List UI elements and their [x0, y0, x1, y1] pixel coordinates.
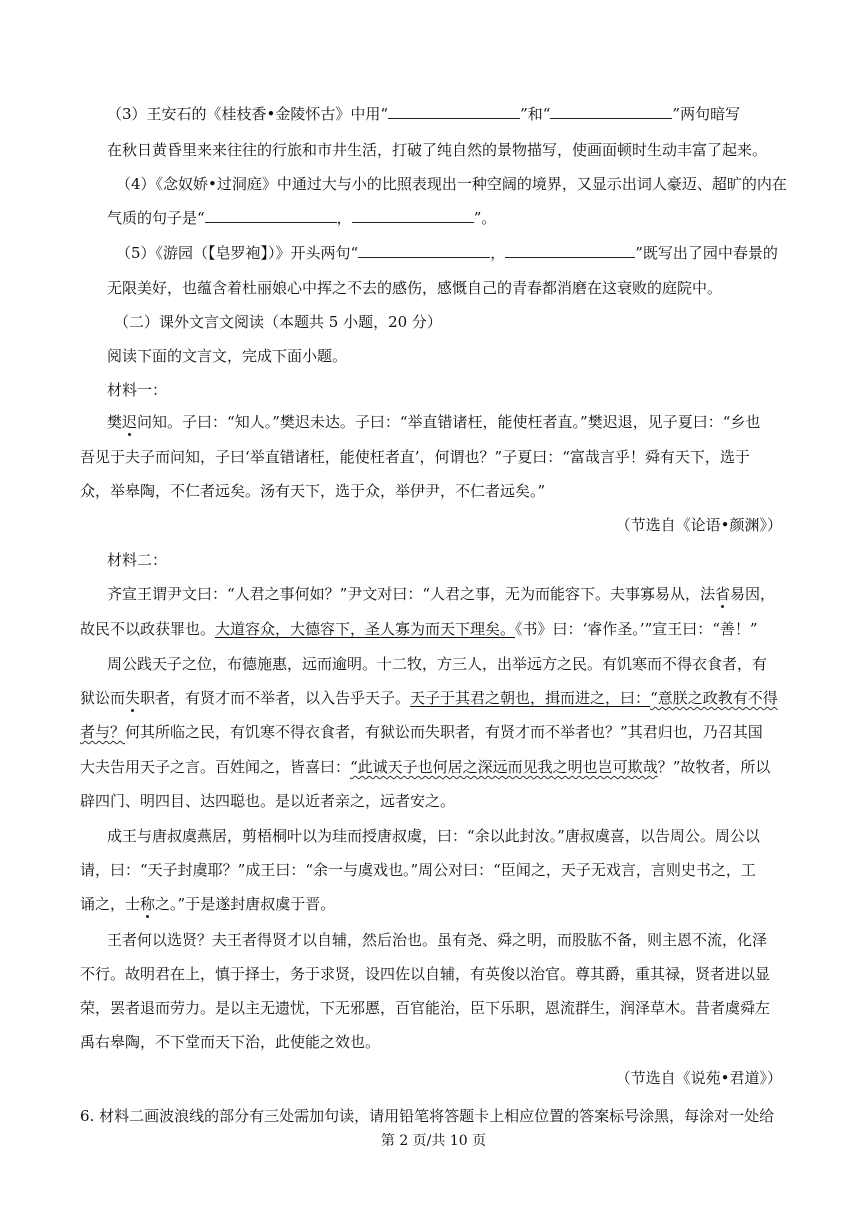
m2-text: 狱讼而 [80, 689, 126, 707]
m2-p4-line-3: 荣，罢者退而劳力。是以主无遗忧，下无邪慝，百官能治，臣下乐职，恩流群生，润泽草木。昔者虞舜左 [80, 999, 771, 1017]
q5-line-1 [116, 243, 778, 263]
material-1-line-3: 众，举皋陶，不仁者远矣。汤有天下，选于众，举伊尹，不仁者远矣。” [80, 482, 546, 500]
m2-p1-line-2 [80, 619, 758, 639]
q3-line-1 [107, 104, 740, 124]
underlined-sentence: 大道容众，大德容下，圣人寡为而天下理矣。 [215, 620, 516, 638]
q4-line-2 [107, 208, 496, 228]
answer-blank[interactable] [358, 243, 490, 258]
material-1-label: 材料一： [107, 381, 168, 399]
q4-text-2: ， [336, 209, 352, 227]
section-heading: （二）课外文言文阅读（本题共 5 小题，20 分） [114, 313, 442, 331]
m2-text: 诵之，士 [80, 895, 141, 913]
wavy-underlined-passage: 者与？ [80, 723, 126, 741]
material-1-line-2: 吾见于夫子而问知，子曰‘举直错诸枉，能使枉者直’，何谓也？”子夏曰：“富哉言乎！舜有天下，选于 [80, 448, 750, 466]
m2-p2-line-3 [80, 722, 763, 742]
m2-p4-line-4: 禹右皋陶，不下堂而天下治，此使能之效也。 [80, 1033, 381, 1051]
q3-text-3: ”两句暗写 [672, 105, 741, 123]
m2-text: 《书》曰：‘睿作圣。’”宣王曰：“善！” [515, 620, 758, 638]
q3-line-2: 在秋日黄昏里来来往往的行旅和市井生活，打破了纯自然的景物描写，使画面顿时生动丰富了起来。 [107, 141, 768, 159]
q5-text-3: ”既写出了园中春景的 [635, 244, 778, 262]
m2-p3-line-3 [80, 894, 335, 914]
page-number: 第 2 页/共 10 页 [380, 1133, 487, 1149]
m2-text: ？”故牧者，所以 [657, 758, 771, 776]
answer-blank[interactable] [352, 208, 474, 223]
material-1-source: （节选自《论语•颜渊》） [615, 516, 782, 534]
q4-line-1: （4）《念奴娇•过洞庭》中通过大与小的比照表现出一种空阔的境界，又显示出词人豪迈、超旷的内在 [116, 175, 787, 193]
m2-p4-line-1: 王者何以选贤？夫王者得贤才以自辅，然后治也。虽有尧、舜之明，而股肱不备，则主恩不流，化泽 [107, 931, 768, 949]
answer-blank[interactable] [550, 104, 672, 119]
m2-p2-line-4 [80, 757, 770, 777]
wavy-underlined-passage: “意朕之政教有不得 [650, 689, 778, 707]
underlined-sentence: 天子于其君之朝也，揖而进之，曰： [410, 689, 651, 707]
answer-blank[interactable] [205, 208, 337, 223]
material-2-source: （节选自《说苑•君道》） [615, 1069, 782, 1087]
m1-text: 问知。子曰：“知人。”樊迟未达。子曰：“举直错诸枉，能使枉者直。”樊迟退，见子夏曰：“乡也 [137, 413, 761, 431]
q5-text-2: ， [490, 244, 506, 262]
m2-text: 何其所临之民，有饥寒不得衣食者，有狱讼而失职者，有贤才而不举者也？”其君归也，乃召其国 [125, 723, 763, 741]
material-1-line-1 [107, 412, 760, 432]
m2-text: 易因， [730, 585, 776, 603]
q4-text-1: 气质的句子是“ [107, 209, 205, 227]
m2-p2-line-5: 辟四门、明四目、达四聪也。是以近者亲之，远者安之。 [80, 792, 456, 810]
answer-blank[interactable] [505, 243, 635, 258]
m2-text: 大夫告用天子之言。百姓闻之，皆喜曰： [80, 758, 351, 776]
m2-text: 齐宣王谓尹文曰：“人君之事何如？”尹文对曰：“人君之事，无为而能容下。夫事寡易从，法 [107, 585, 716, 603]
m2-text: 职者，有贤才而不举者，以入告乎天子。 [140, 689, 411, 707]
q3-text-2: ”和“ [520, 105, 551, 123]
m2-p4-line-2: 不行。故明君在上，慎于择士，务于求贤，设四佐以自辅，有英俊以治官。尊其爵，重其禄，贤者进以显 [80, 965, 771, 983]
m2-p2-line-1: 周公践天子之位，布德施惠，远而逾明。十二牧，方三人，出举远方之民。有饥寒而不得衣食者，有 [107, 655, 768, 673]
section-instruction: 阅读下面的文言文，完成下面小题。 [107, 347, 348, 365]
emphasis-char: 省 [715, 585, 731, 603]
q3-text-1: （3）王安石的《桂枝香•金陵怀古》中用“ [107, 105, 389, 123]
answer-blank[interactable] [388, 104, 520, 119]
m2-text: 故民不以政获罪也。 [80, 620, 216, 638]
emphasis-char: 称 [140, 895, 156, 913]
wavy-underlined-passage: “此诚天子也何居之深远而见我之明也岂可欺哉 [350, 758, 658, 776]
q6-text: 6. 材料二画波浪线的部分有三处需加句读，请用铅笔将答题卡上相应位置的答案标号涂黑，每涂对一处给 [80, 1107, 775, 1125]
m2-p1-line-1 [107, 584, 775, 604]
m2-text: 之。”于是遂封唐叔虞于晋。 [155, 895, 336, 913]
m2-p2-line-2 [80, 688, 778, 708]
m2-p3-line-2: 请，曰：“天子封虞耶？”成王曰：“余一与虞戏也。”周公对曰：“臣闻之，天子无戏言，言则史书之，工 [80, 861, 756, 879]
q5-line-2: 无限美好，也蕴含着杜丽娘心中挥之不去的感伤，感慨自己的青春都消磨在这衰败的庭院中。 [107, 279, 723, 297]
emphasis-char: 失 [125, 689, 141, 707]
m2-p3-line-1: 成王与唐叔虞燕居，剪梧桐叶以为珪而授唐叔虞，曰：“余以此封汝。”唐叔虞喜，以告周公。周公以 [107, 827, 760, 845]
m1-text: 樊 [107, 413, 123, 431]
material-2-label: 材料二： [107, 551, 168, 569]
q4-text-3: ”。 [473, 209, 497, 227]
emphasis-char: 迟 [122, 413, 138, 431]
q5-text-1: （5）《游园（【皂罗袍】）》开头两句“ [116, 244, 359, 262]
